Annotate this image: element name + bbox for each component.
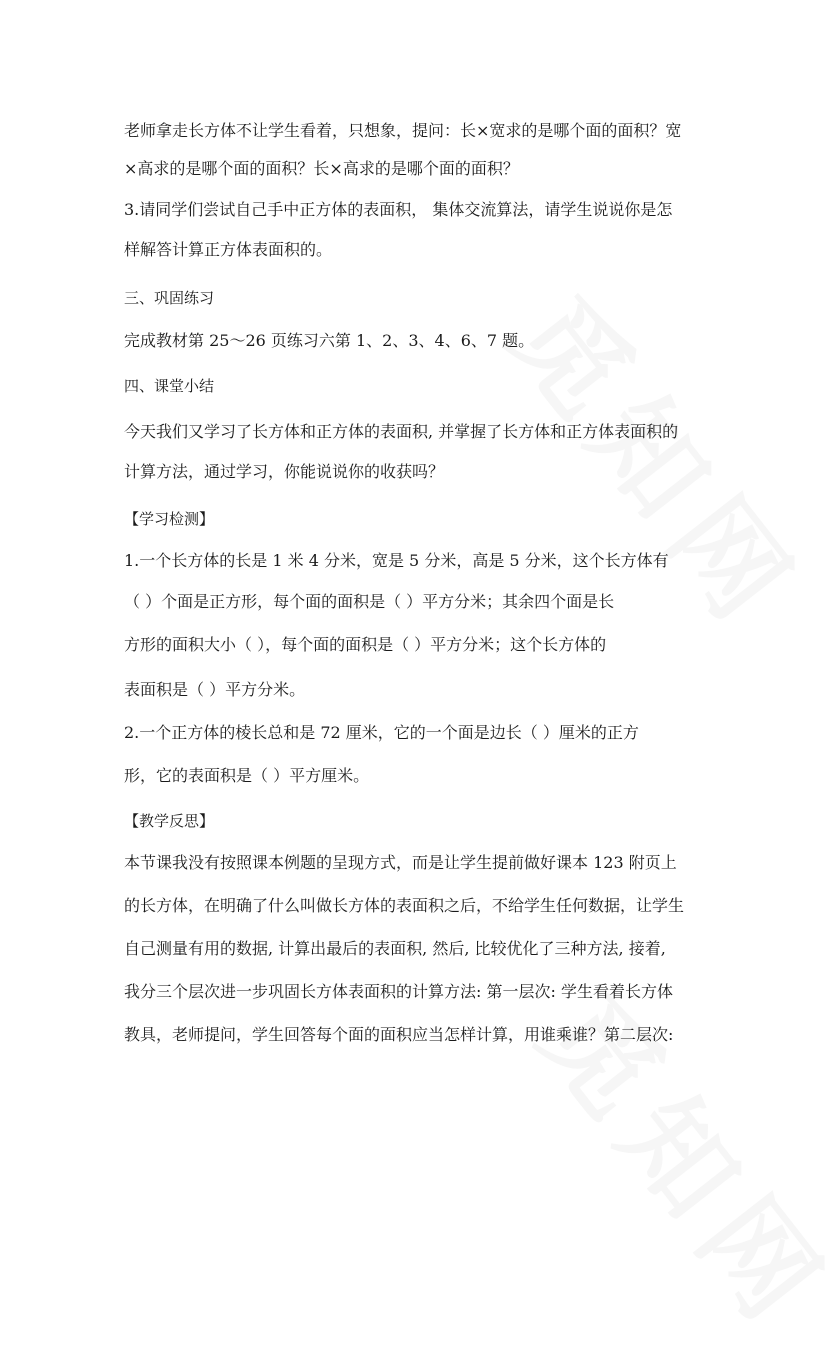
paragraph-line: 1.一个长方体的长是 1 米 4 分米，宽是 5 分米，高是 5 分米，这个长方体有 xyxy=(124,551,669,570)
section-heading: 【学习检测】 xyxy=(124,510,215,528)
paragraph-line: 样解答计算正方体表面积的。 xyxy=(124,240,333,259)
paragraph-line: 方形的面积大小（ ），每个面的面积是（ ）平方分米；这个长方体的 xyxy=(124,635,607,654)
paragraph-line: 老师拿走长方体不让学生看着，只想象，提问：长×宽求的是哪个面的面积？宽 xyxy=(124,121,682,140)
section-heading: 四、课堂小结 xyxy=(124,377,215,395)
paragraph-line: 自己测量有用的数据, 计算出最后的表面积, 然后, 比较优化了三种方法, 接着, xyxy=(124,939,666,958)
paragraph-line: 教具，老师提问，学生回答每个面的面积应当怎样计算，用谁乘谁？第二层次: xyxy=(124,1025,674,1044)
paragraph-line: 我分三个层次进一步巩固长方体表面积的计算方法: 第一层次: 学生看着长方体 xyxy=(124,982,673,1001)
paragraph-line: 3.请同学们尝试自己手中正方体的表面积， 集体交流算法，请学生说说你是怎 xyxy=(124,200,673,219)
watermark xyxy=(512,959,830,1359)
paragraph-line: （ ）个面是正方形，每个面的面积是（ ）平方分米；其余四个面是长 xyxy=(124,592,615,611)
paragraph-line: 今天我们又学习了长方体和正方体的表面积, 并掌握了长方体和正方体表面积的 xyxy=(124,422,679,441)
paragraph-line: ×高求的是哪个面的面积？长×高求的是哪个面的面积？ xyxy=(124,159,519,178)
paragraph-line: 形，它的表面积是（ ）平方厘米。 xyxy=(124,766,370,785)
paragraph-line: 完成教材第 25～26 页练习六第 1、2、3、4、6、7 题。 xyxy=(124,331,535,350)
paragraph-line: 的长方体，在明确了什么叫做长方体的表面积之后，不给学生任何数据，让学生 xyxy=(124,896,685,915)
paragraph-line: 2.一个正方体的棱长总和是 72 厘米，它的一个面是边长（ ）厘米的正方 xyxy=(124,723,639,742)
section-heading: 【教学反思】 xyxy=(124,812,215,830)
paragraph-line: 本节课我没有按照课本例题的呈现方式，而是让学生提前做好课本 123 附页上 xyxy=(124,853,677,872)
paragraph-line: 计算方法，通过学习，你能说说你的收获吗？ xyxy=(124,462,445,481)
paragraph-line: 表面积是（ ）平方分米。 xyxy=(124,680,306,699)
section-heading: 三、巩固练习 xyxy=(124,289,215,307)
